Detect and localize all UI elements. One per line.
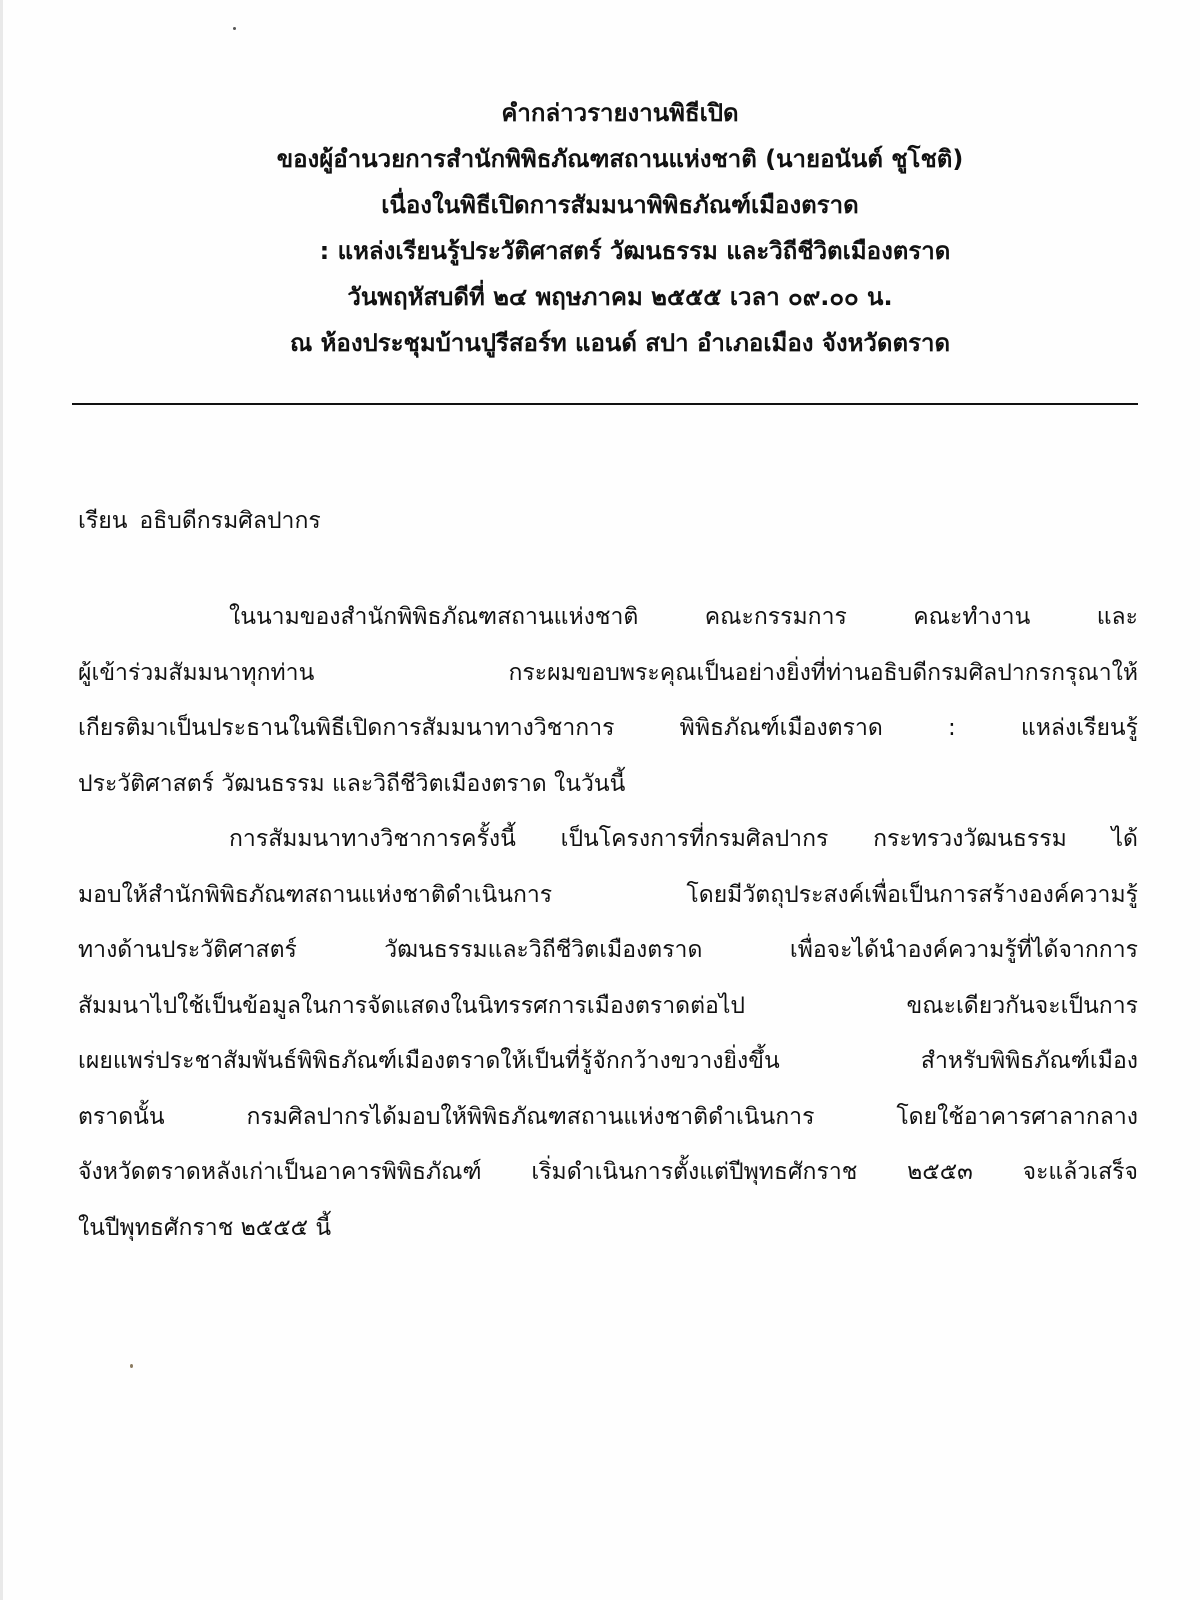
paragraph-line: ทางด้านประวัติศาสตร์ วัฒนธรรมและวิถีชีวิตเมืองตราด เพื่อจะได้นำองค์ความรู้ที่ได้จากการ	[78, 937, 1138, 963]
paragraph-line: สัมมนาไปใช้เป็นข้อมูลในการจัดแสดงในนิทรรศการเมืองตราดต่อไป ขณะเดียวกันจะเป็นการ	[78, 992, 1138, 1019]
paragraph-line: เผยแพร่ประชาสัมพันธ์พิพิธภัณฑ์เมืองตราดให้เป็นที่รู้จักกว้างขวางยิ่งขึ้น สำหรับพิพิธภัณฑ์เมือง	[78, 1048, 1138, 1074]
paragraph-line: เกียรติมาเป็นประธานในพิธีเปิดการสัมมนาทางวิชาการ พิพิธภัณฑ์เมืองตราด : แหล่งเรียนรู้	[78, 715, 1138, 741]
header-venue: ณ ห้องประชุมบ้านปูรีสอร์ท แอนด์ สปา อำเภอเมือง จังหวัดตราด	[289, 329, 951, 357]
salutation-recipient: อธิบดีกรมศิลปากร	[139, 508, 321, 534]
paragraph-line: การสัมมนาทางวิชาการครั้งนี้ เป็นโครงการที่กรมศิลปากร กระทรวงวัฒนธรรม ได้	[229, 826, 1138, 852]
salutation-label: เรียน	[78, 508, 128, 534]
scan-speck	[130, 1364, 133, 1368]
header-speaker: ของผู้อำนวยการสำนักพิพิธภัณฑสถานแห่งชาติ (นายอนันต์ ชูโชติ)	[276, 145, 964, 173]
paragraph-line: ในปีพุทธศักราช ๒๕๕๕ นี้	[78, 1214, 332, 1241]
header-occasion: เนื่องในพิธีเปิดการสัมมนาพิพิธภัณฑ์เมืองตราด	[381, 191, 859, 219]
header-date-time: วันพฤหัสบดีที่ ๒๔ พฤษภาคม ๒๕๕๕ เวลา ๐๙.๐๐ น.	[347, 283, 893, 311]
salutation	[78, 505, 321, 537]
paragraph-line: ในนามของสำนักพิพิธภัณฑสถานแห่งชาติ คณะกรรมการ คณะทำงาน และ	[229, 604, 1138, 630]
header-title: คำกล่าวรายงานพิธีเปิด	[501, 99, 739, 127]
paragraph-line: ประวัติศาสตร์ วัฒนธรรม และวิถีชีวิตเมืองตราด ในวันนี้	[78, 770, 626, 797]
header-subtitle: : แหล่งเรียนรู้ประวัติศาสตร์ วัฒนธรรม และวิถีชีวิตเมืองตราด	[319, 237, 951, 265]
paragraph-1	[78, 590, 1138, 812]
paragraph-line: ผู้เข้าร่วมสัมมนาทุกท่าน กระผมขอบพระคุณเป็นอย่างยิ่งที่ท่านอธิบดีกรมศิลปากรกรุณาให้	[78, 659, 1138, 686]
scan-edge	[0, 0, 3, 1600]
paragraph-line: มอบให้สำนักพิพิธภัณฑสถานแห่งชาติดำเนินการ โดยมีวัตถุประสงค์เพื่อเป็นการสร้างองค์ความรู้	[78, 881, 1138, 908]
document-header	[80, 90, 1160, 366]
paragraph-2	[78, 812, 1138, 1256]
header-divider	[72, 403, 1138, 405]
scan-speck	[233, 27, 236, 30]
paragraph-line: ตราดนั้น กรมศิลปากรได้มอบให้พิพิธภัณฑสถานแห่งชาติดำเนินการ โดยใช้อาคารศาลากลาง	[78, 1103, 1138, 1130]
paragraph-line: จังหวัดตราดหลังเก่าเป็นอาคารพิพิธภัณฑ์ เริ่มดำเนินการตั้งแต่ปีพุทธศักราช ๒๕๕๓ จะแล้วเสร็จ	[78, 1159, 1138, 1185]
